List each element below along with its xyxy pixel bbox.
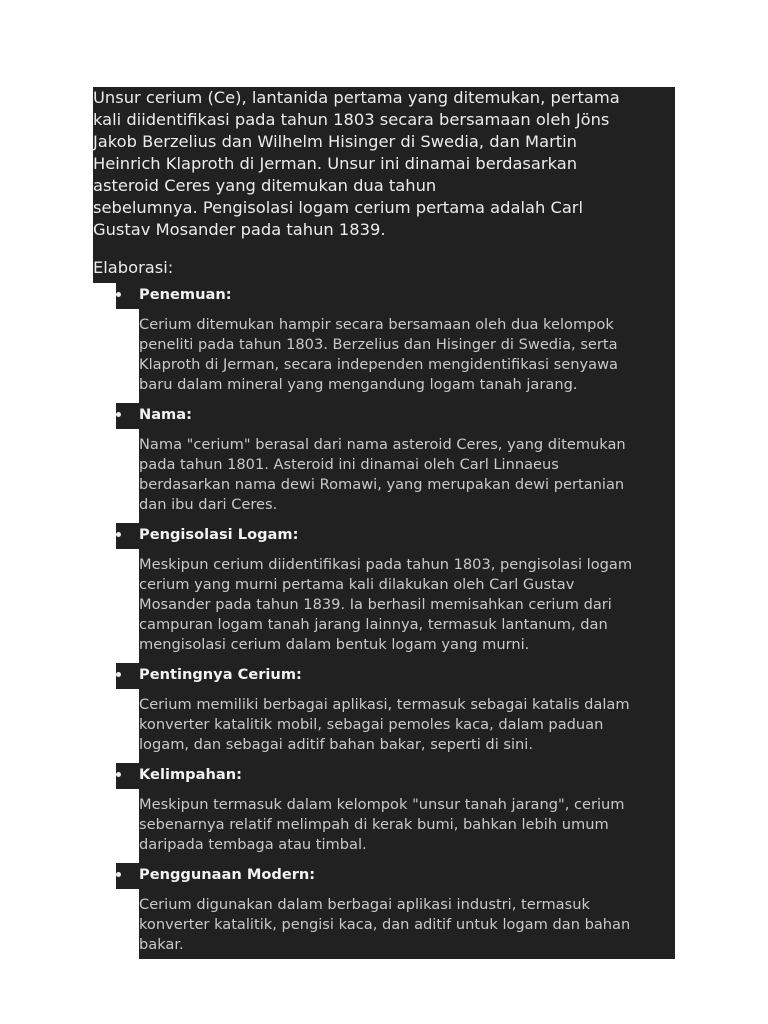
list-item-header <box>116 523 675 549</box>
list-item-header <box>116 663 675 689</box>
list-item <box>93 763 675 863</box>
bullet-icon <box>116 412 121 417</box>
bullet-icon <box>116 292 121 297</box>
list-item-title: Pengisolasi Logam: <box>139 526 299 543</box>
list-item <box>93 863 675 959</box>
list-item-text: Cerium ditemukan hampir secara bersamaan oleh dua kelompok peneliti pada tahun 1803. Berzelius dan Hisinger di Swedia, serta Klaproth di Jerman, secara independen mengidentifikasi senyawa baru dalam mineral yang mengandung logam tanah jarang. <box>139 309 675 403</box>
list-item-text: Nama "cerium" berasal dari nama asteroid Ceres, yang ditemukan pada tahun 1801. Asteroid ini dinamai oleh Carl Linnaeus berdasarkan nama dewi Romawi, yang merupakan dewi pertanian dan ibu dari Ceres. <box>139 429 675 523</box>
bullet-icon <box>116 872 121 877</box>
list-item <box>93 663 675 763</box>
bullet-icon <box>116 672 121 677</box>
bullet-icon <box>116 772 121 777</box>
list-item <box>93 283 675 403</box>
list-item-text: Cerium memiliki berbagai aplikasi, termasuk sebagai katalis dalam konverter katalitik mobil, sebagai pemoles kaca, dalam paduan logam, dan sebagai aditif bahan bakar, seperti di sini. <box>139 689 675 763</box>
bullet-icon <box>116 532 121 537</box>
intro-block <box>93 87 675 283</box>
list-item <box>93 523 675 663</box>
list-item-title: Penemuan: <box>139 286 232 303</box>
intro-paragraph: Unsur cerium (Ce), lantanida pertama yang ditemukan, pertama kali diidentifikasi pada tahun 1803 secara bersamaan oleh Jöns Jakob Berzelius dan Wilhelm Hisinger di Swedia, dan Martin Heinrich Klaproth di Jerman. Unsur ini dinamai berdasarkan asteroid Ceres yang ditemukan dua tahun sebelumnya. Pengisolasi logam cerium pertama adalah Carl Gustav Mosander pada tahun 1839. <box>93 88 620 239</box>
list-item-title: Pentingnya Cerium: <box>139 666 302 683</box>
list-item-header <box>116 403 675 429</box>
list-item-title: Kelimpahan: <box>139 766 242 783</box>
list-item-header <box>116 863 675 889</box>
elaboration-list <box>93 283 675 959</box>
list-item-title: Nama: <box>139 406 192 423</box>
list-item-title: Penggunaan Modern: <box>139 866 316 883</box>
list-item-text: Meskipun termasuk dalam kelompok "unsur tanah jarang", cerium sebenarnya relatif melimpah di kerak bumi, bahkan lebih umum daripada tembaga atau timbal. <box>139 789 675 863</box>
list-item-text: Meskipun cerium diidentifikasi pada tahun 1803, pengisolasi logam cerium yang murni pertama kali dilakukan oleh Carl Gustav Mosander pada tahun 1839. Ia berhasil memisahkan cerium dari campuran logam tanah jarang lainnya, termasuk lantanum, dan mengisolasi cerium dalam bentuk logam yang murni. <box>139 549 675 663</box>
elaboration-label: Elaborasi: <box>93 258 174 277</box>
list-item <box>93 403 675 523</box>
list-item-header <box>116 763 675 789</box>
list-item-header <box>116 283 675 309</box>
list-item-text: Cerium digunakan dalam berbagai aplikasi industri, termasuk konverter katalitik, pengisi kaca, dan aditif untuk logam dan bahan bakar. <box>139 889 675 959</box>
